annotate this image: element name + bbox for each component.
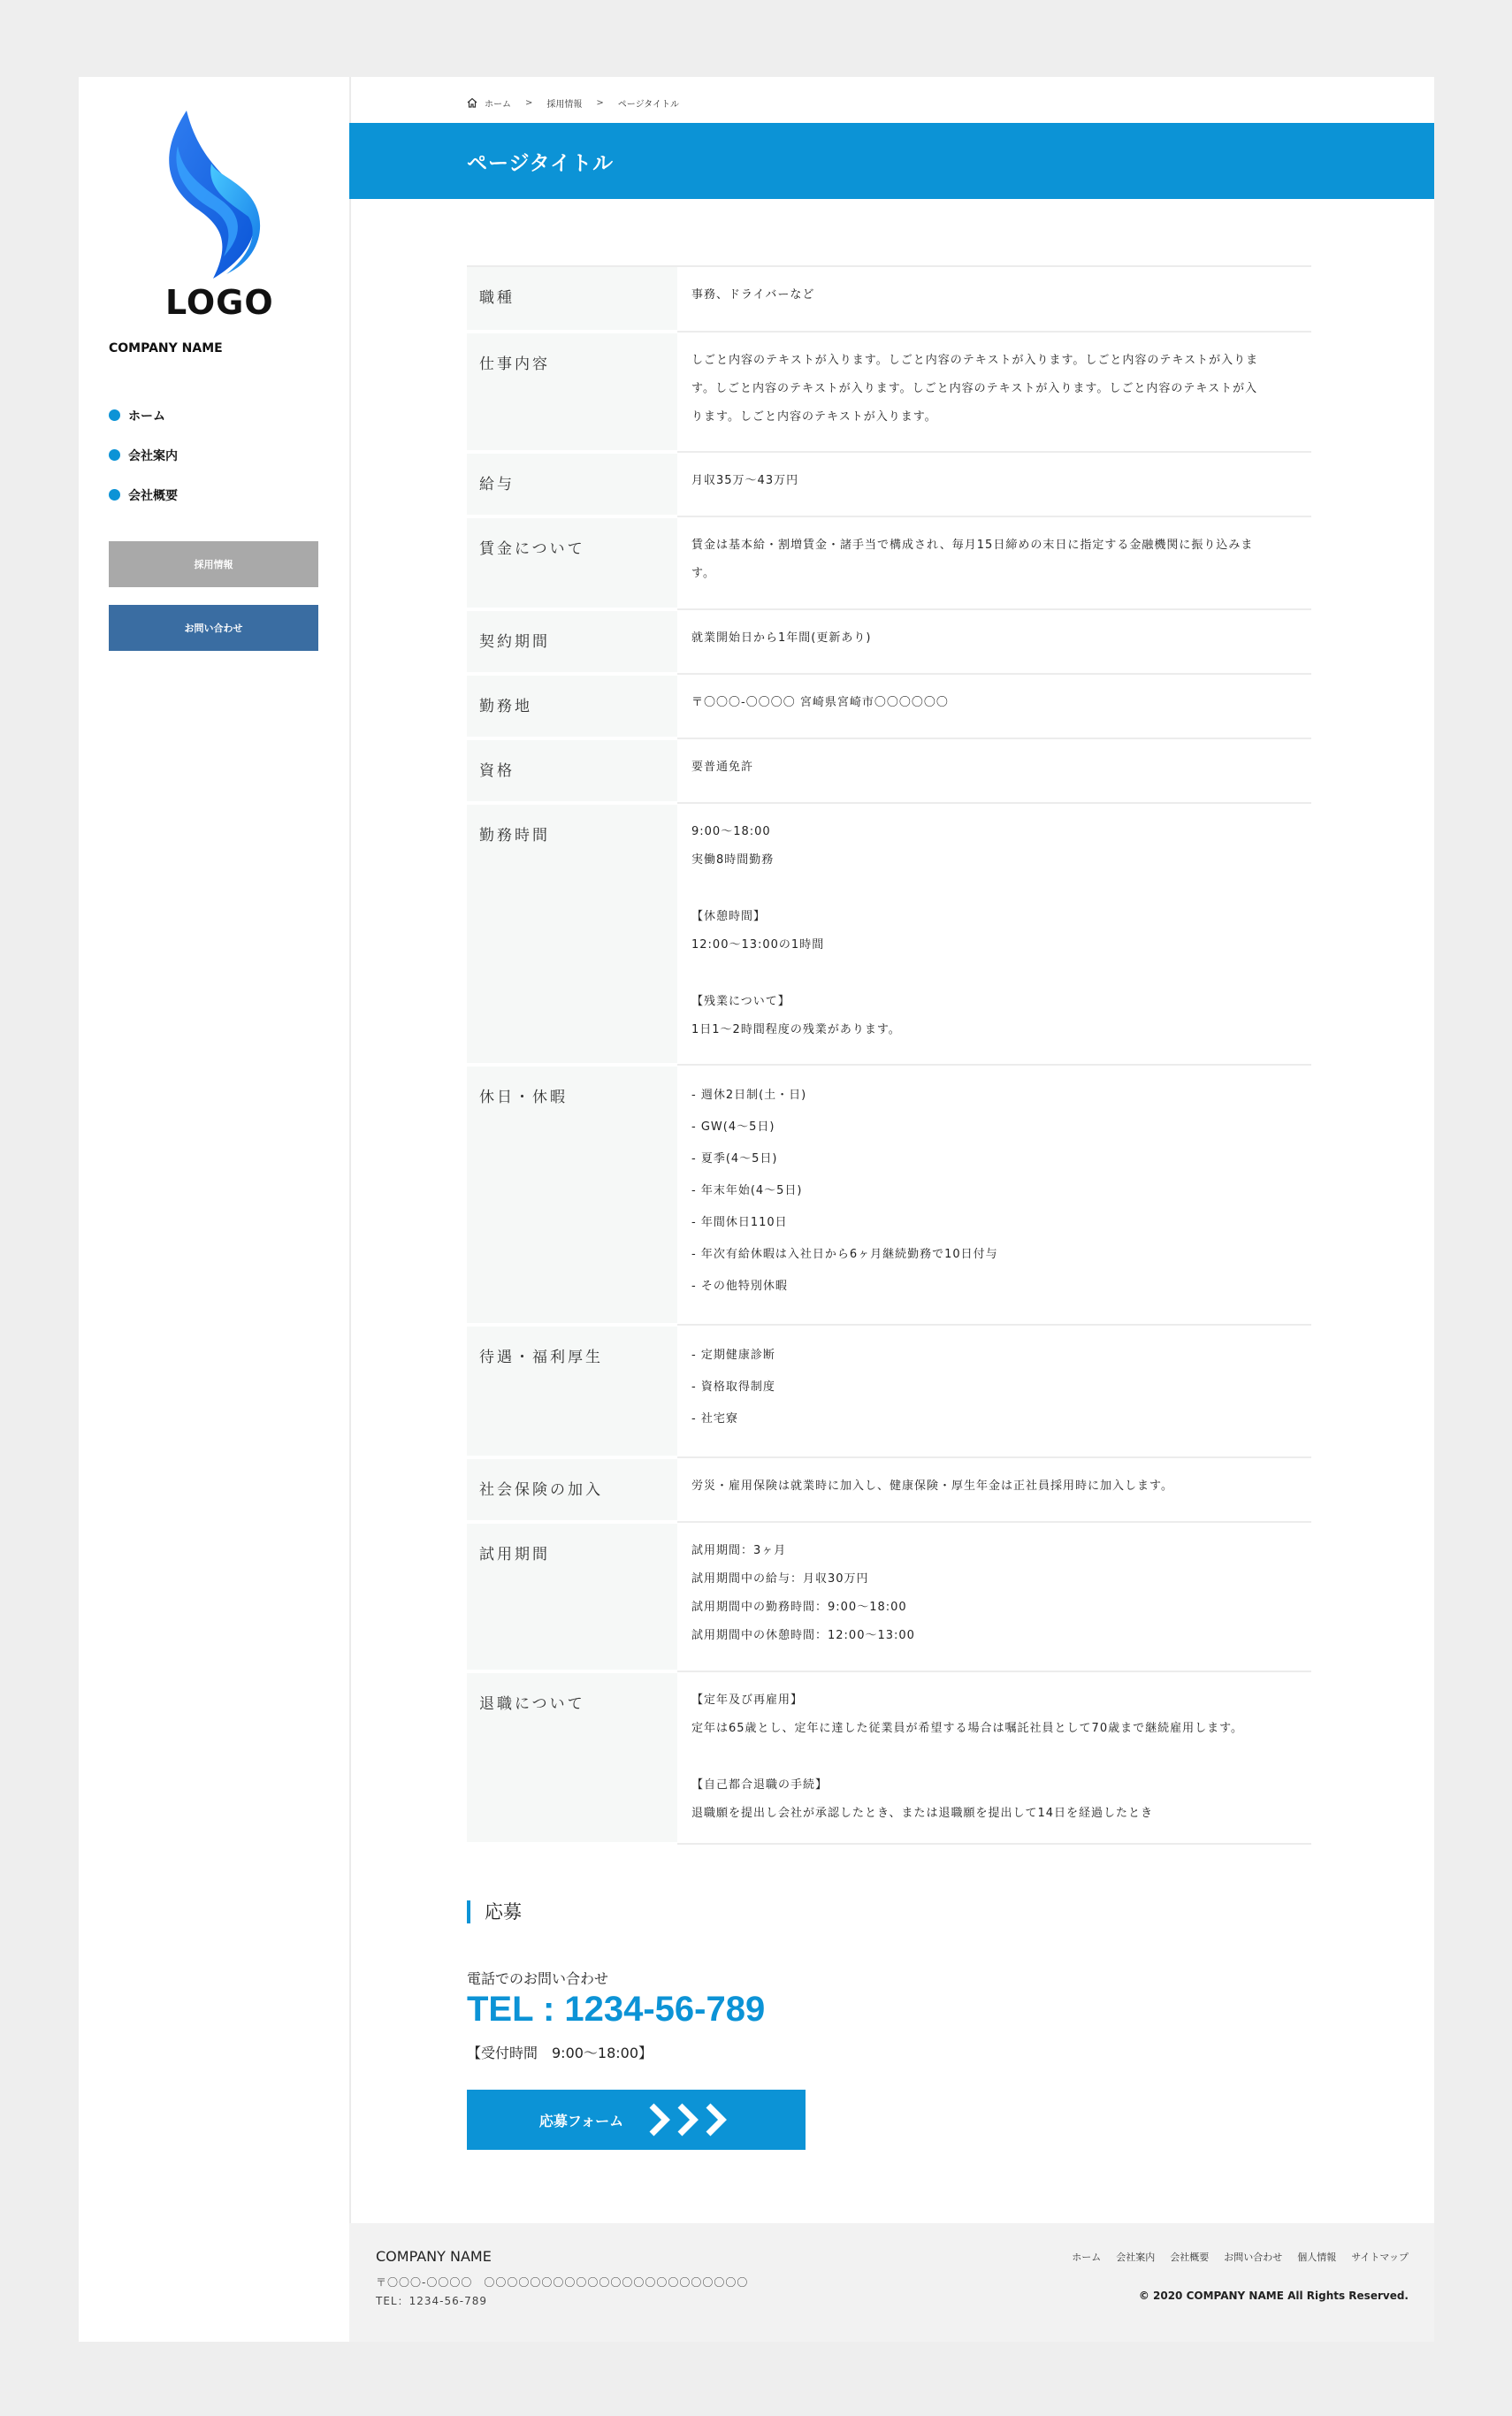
cell-text: す。しごと内容のテキストが入ります。しごと内容のテキストが入ります。しごと内容のテキストが入 bbox=[691, 382, 1258, 395]
table-row bbox=[467, 266, 1311, 332]
list-item: - 年末年始(4〜5日) bbox=[691, 1184, 803, 1197]
table-row bbox=[467, 803, 1311, 1065]
page-frame bbox=[79, 77, 1434, 2342]
footer-nav bbox=[1057, 2250, 1409, 2264]
cell-text: しごと内容のテキストが入ります。しごと内容のテキストが入ります。しごと内容のテキストが入りま bbox=[691, 354, 1259, 367]
breadcrumb-separator: > bbox=[525, 97, 533, 108]
row-value-working-hours bbox=[677, 803, 1311, 1065]
page-title: ページタイトル bbox=[467, 151, 615, 175]
row-label-job-description: 仕事内容 bbox=[467, 332, 677, 452]
cell-text: 試用期間中の休憩時間：12:00〜13:00 bbox=[691, 1629, 915, 1642]
cell-text: 就業開始日から1年間(更新あり) bbox=[691, 631, 872, 645]
table-row bbox=[467, 1522, 1311, 1671]
cell-text: 【自己都合退職の手続】 bbox=[691, 1778, 829, 1792]
spacer bbox=[691, 875, 1304, 903]
breadcrumb-home[interactable]: ホーム bbox=[485, 99, 511, 110]
table-row bbox=[467, 674, 1311, 738]
cell-text: 退職願を提出し会社が承認したとき、または退職願を提出して14日を経過したとき bbox=[691, 1807, 1154, 1820]
cell-text: 賃金は基本給・割増賃金・諸手当で構成され、毎月15日締めの末日に指定する金融機関に振り込みま bbox=[691, 539, 1254, 552]
row-value-holidays bbox=[677, 1065, 1311, 1325]
footer bbox=[349, 2223, 1434, 2342]
sidebar-item-label: ホーム bbox=[128, 409, 165, 424]
bullet-dot-icon bbox=[109, 489, 120, 501]
page-title-bar bbox=[349, 123, 1434, 199]
footer-link-contact[interactable]: お問い合わせ bbox=[1224, 2252, 1283, 2263]
row-label-holidays: 休日・休暇 bbox=[467, 1065, 677, 1325]
list-item: - 定期健康診断 bbox=[691, 1349, 775, 1362]
table-row bbox=[467, 332, 1311, 452]
breadcrumb-recruit[interactable]: 採用情報 bbox=[546, 99, 583, 110]
reception-hours: 【受付時間 9:00〜18:00】 bbox=[467, 2045, 653, 2061]
spacer bbox=[691, 1743, 1304, 1771]
footer-link-company-guide[interactable]: 会社案内 bbox=[1116, 2252, 1156, 2263]
cell-text: 【残業について】 bbox=[691, 995, 790, 1008]
logo-text: LOGO bbox=[165, 283, 274, 322]
copyright: © 2020 COMPANY NAME All Rights Reserved. bbox=[1138, 2290, 1409, 2302]
phone-number[interactable]: TEL : 1234-56-789 bbox=[467, 1990, 766, 2029]
apply-button-label: 応募フォーム bbox=[538, 2112, 624, 2129]
cell-text: 事務、ドライバーなど bbox=[691, 288, 815, 302]
row-value-wages bbox=[677, 516, 1311, 609]
row-label-salary: 給与 bbox=[467, 452, 677, 516]
cell-text: 実働8時間勤務 bbox=[691, 853, 775, 867]
row-label-contract-period: 契約期間 bbox=[467, 609, 677, 674]
row-value-job-description bbox=[677, 332, 1311, 452]
cell-text: 定年は65歳とし、定年に達した従業員が希望する場合は嘱託社員として70歳まで継続雇用します。 bbox=[691, 1722, 1244, 1735]
breadcrumb-current: ページタイトル bbox=[617, 99, 679, 110]
row-value-salary bbox=[677, 452, 1311, 516]
list-item: - 年次有給休暇は入社日から6ヶ月継続勤務で10日付与 bbox=[691, 1248, 998, 1261]
row-label-benefits: 待遇・福利厚生 bbox=[467, 1325, 677, 1457]
cell-text: 9:00〜18:00 bbox=[691, 825, 771, 838]
table-row bbox=[467, 452, 1311, 516]
breadcrumb-separator: > bbox=[596, 97, 604, 108]
table-row bbox=[467, 609, 1311, 674]
list-item: - 週休2日制(土・日) bbox=[691, 1089, 807, 1102]
table-row bbox=[467, 1671, 1311, 1844]
row-value-probation bbox=[677, 1522, 1311, 1671]
footer-address: 〒〇〇〇-〇〇〇〇 〇〇〇〇〇〇〇〇〇〇〇〇〇〇〇〇〇〇〇〇〇〇〇 bbox=[376, 2276, 749, 2289]
cell-text: す。 bbox=[691, 567, 715, 580]
row-label-probation: 試用期間 bbox=[467, 1522, 677, 1671]
triple-chevron-right-icon bbox=[646, 2102, 733, 2137]
cell-text: 試用期間中の勤務時間：9:00〜18:00 bbox=[691, 1601, 907, 1614]
row-label-qualification: 資格 bbox=[467, 738, 677, 803]
cell-text: 試用期間中の給与：月収30万円 bbox=[691, 1572, 869, 1586]
table-row bbox=[467, 516, 1311, 609]
cell-text: 試用期間：3ヶ月 bbox=[691, 1544, 787, 1557]
row-value-work-location bbox=[677, 674, 1311, 738]
apply-form-button[interactable] bbox=[467, 2090, 806, 2150]
row-label-occupation: 職種 bbox=[467, 266, 677, 332]
sidebar-nav bbox=[109, 395, 178, 515]
cell-text: 要普通免許 bbox=[691, 761, 754, 774]
row-value-social-insurance bbox=[677, 1457, 1311, 1522]
cell-text: 12:00〜13:00の1時間 bbox=[691, 938, 825, 952]
row-label-wages: 賃金について bbox=[467, 516, 677, 609]
bullet-dot-icon bbox=[109, 409, 120, 421]
sidebar-item-label: 会社概要 bbox=[128, 488, 178, 503]
cell-text: ります。しごと内容のテキストが入ります。 bbox=[691, 410, 937, 424]
table-row bbox=[467, 1457, 1311, 1522]
cell-text: 〒〇〇〇-〇〇〇〇 宮崎県宮崎市〇〇〇〇〇〇 bbox=[691, 696, 949, 709]
home-icon bbox=[467, 97, 477, 108]
sidebar-item-home[interactable] bbox=[109, 395, 178, 435]
footer-link-company-profile[interactable]: 会社概要 bbox=[1170, 2252, 1210, 2263]
sidebar-item-company-guide[interactable] bbox=[109, 435, 178, 475]
cell-text: 労災・雇用保険は就業時に加入し、健康保険・厚生年金は正社員採用時に加入します。 bbox=[691, 1479, 1173, 1493]
row-value-qualification bbox=[677, 738, 1311, 803]
recruit-info-button[interactable]: 採用情報 bbox=[109, 541, 318, 587]
row-label-working-hours: 勤務時間 bbox=[467, 803, 677, 1065]
footer-company-name: COMPANY NAME bbox=[376, 2248, 492, 2265]
apply-heading: 応募 bbox=[467, 1900, 522, 1923]
row-value-retirement bbox=[677, 1671, 1311, 1844]
row-label-work-location: 勤務地 bbox=[467, 674, 677, 738]
footer-tel: TEL：1234-56-789 bbox=[376, 2295, 487, 2307]
row-label-social-insurance: 社会保険の加入 bbox=[467, 1457, 677, 1522]
flame-logo-icon[interactable] bbox=[160, 111, 266, 279]
list-item: - その他特別休暇 bbox=[691, 1280, 788, 1293]
contact-button[interactable]: お問い合わせ bbox=[109, 605, 318, 651]
cell-text: 【定年及び再雇用】 bbox=[691, 1693, 804, 1707]
list-item: - 社宅寮 bbox=[691, 1412, 738, 1426]
row-value-occupation bbox=[677, 266, 1311, 332]
row-value-benefits bbox=[677, 1325, 1311, 1457]
spacer bbox=[691, 960, 1304, 988]
sidebar-item-company-profile[interactable] bbox=[109, 475, 178, 515]
list-item: - 年間休日110日 bbox=[691, 1216, 788, 1229]
sidebar-company-name: COMPANY NAME bbox=[109, 341, 223, 356]
bullet-dot-icon bbox=[109, 449, 120, 461]
sidebar bbox=[79, 77, 351, 2342]
phone-label: 電話でのお問い合わせ bbox=[467, 1970, 609, 1987]
list-item: - 夏季(4〜5日) bbox=[691, 1152, 778, 1166]
main-content bbox=[349, 77, 1434, 2342]
table-row bbox=[467, 1065, 1311, 1325]
cell-text: 1日1〜2時間程度の残業があります。 bbox=[691, 1023, 901, 1036]
row-label-retirement: 退職について bbox=[467, 1671, 677, 1844]
row-value-contract-period bbox=[677, 609, 1311, 674]
footer-link-home[interactable]: ホーム bbox=[1072, 2252, 1102, 2263]
list-item: - GW(4〜5日) bbox=[691, 1120, 775, 1134]
table-row bbox=[467, 738, 1311, 803]
table-row bbox=[467, 1325, 1311, 1457]
job-details-table bbox=[467, 265, 1311, 1846]
list-item: - 資格取得制度 bbox=[691, 1380, 775, 1394]
footer-link-privacy[interactable]: 個人情報 bbox=[1297, 2252, 1337, 2263]
cell-text: 月収35万〜43万円 bbox=[691, 474, 799, 487]
cell-text: 【休憩時間】 bbox=[691, 910, 767, 923]
sidebar-item-label: 会社案内 bbox=[128, 448, 178, 463]
breadcrumb bbox=[467, 93, 679, 112]
footer-link-sitemap[interactable]: サイトマップ bbox=[1351, 2252, 1409, 2263]
